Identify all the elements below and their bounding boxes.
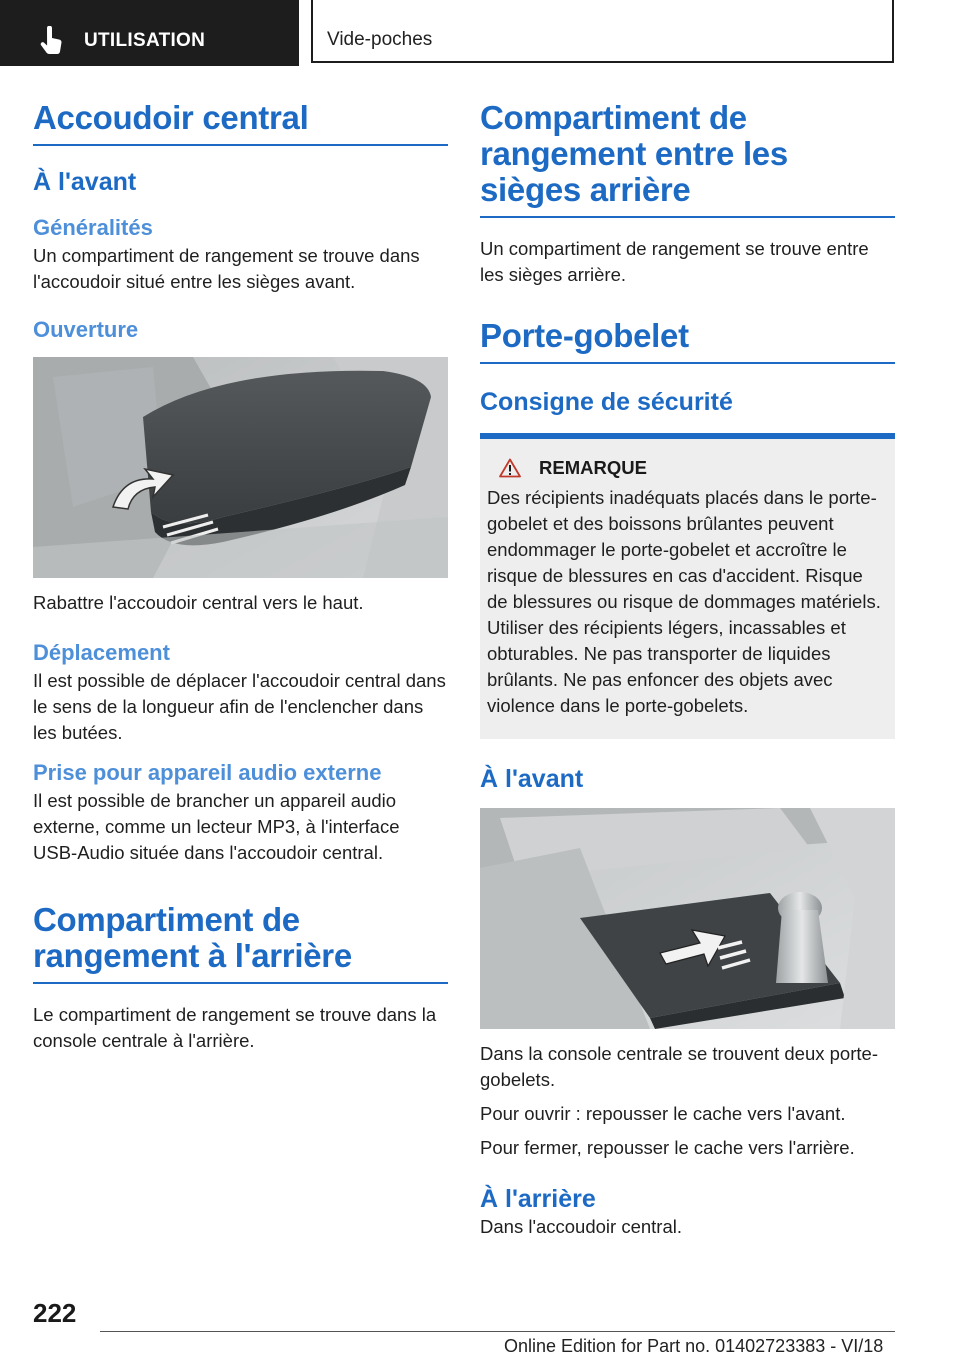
chapter-tab <box>311 0 894 63</box>
text-storage-between-seats: Un compartiment de rangement se trouve entre les sièges arrière. <box>480 238 869 285</box>
heading-general: Généralités <box>33 215 153 240</box>
notice-box <box>480 439 895 739</box>
edition-note: Online Edition for Part no. 01402723383 - VI/18 <box>504 1336 884 1356</box>
notice-title: REMARQUE <box>539 457 647 478</box>
chapter-label: Vide-poches <box>327 29 433 50</box>
heading-rear-storage: Compartiment de rangement à l'arrière <box>33 902 448 984</box>
page-number: 222 <box>33 1298 77 1328</box>
section-label: UTILISATION <box>84 30 206 51</box>
subheading-front: À l'avant <box>33 168 137 196</box>
notice-text: Des récipients inadéquats placés dans le porte-gobelet et des boissons brûlantes peuvent endommager le porte-gobelet et accroître le risque de blessures en cas d'accident. Risque de blessures ou risque de dommages matériels. Utiliser des récipients légers, incassables et obturables. Ne pas transporter de liquides brûlants. Ne pas enfoncer des objets avec violence dans le porte-gobelets. <box>487 487 881 716</box>
text-cupholders: Dans la console centrale se trouvent deux porte-gobelets. <box>480 1043 878 1090</box>
subheading-rear-cupholder: À l'arrière <box>480 1185 596 1213</box>
heading-storage-between-seats: Compartiment de rangement entre les sièges arrière <box>480 100 895 218</box>
right-column <box>480 100 895 1240</box>
subheading-safety: Consigne de sécurité <box>480 388 895 439</box>
heading-opening: Ouverture <box>33 317 139 342</box>
hand-pointer-icon <box>38 26 66 56</box>
heading-audio-socket: Prise pour appareil audio externe <box>33 760 382 785</box>
text-close: Pour fermer, repousser le cache vers l'arrière. <box>480 1137 855 1158</box>
text-audio-socket: Il est possible de brancher un appareil audio externe, comme un lecteur MP3, à l'interface USB-Audio située dans l'accoudoir central. <box>33 790 400 863</box>
heading-armrest: Accoudoir central <box>33 100 448 146</box>
section-tab <box>0 0 299 66</box>
cupholder-photo <box>480 808 895 1029</box>
left-column <box>33 100 448 1054</box>
notice-header <box>487 457 887 479</box>
text-general: Un compartiment de rangement se trouve dans l'accoudoir situé entre les sièges avant. <box>33 245 420 292</box>
text-adjustment: Il est possible de déplacer l'accoudoir central dans le sens de la longueur afin de l'enclencher dans les butées. <box>33 670 446 743</box>
text-rear-storage: Le compartiment de rangement se trouve dans la console centrale à l'arrière. <box>33 1004 437 1051</box>
heading-cupholder: Porte-gobelet <box>480 318 895 364</box>
heading-adjustment: Déplacement <box>33 640 170 665</box>
warning-triangle-icon <box>499 458 521 478</box>
armrest-photo <box>33 357 448 578</box>
caption-opening: Rabattre l'accoudoir central vers le haut. <box>33 592 364 613</box>
footer-divider <box>100 1331 895 1332</box>
subheading-front-cupholder: À l'avant <box>480 765 584 793</box>
text-rear-cupholder: Dans l'accoudoir central. <box>480 1216 682 1237</box>
text-open: Pour ouvrir : repousser le cache vers l'avant. <box>480 1103 846 1124</box>
page-header <box>0 0 960 66</box>
